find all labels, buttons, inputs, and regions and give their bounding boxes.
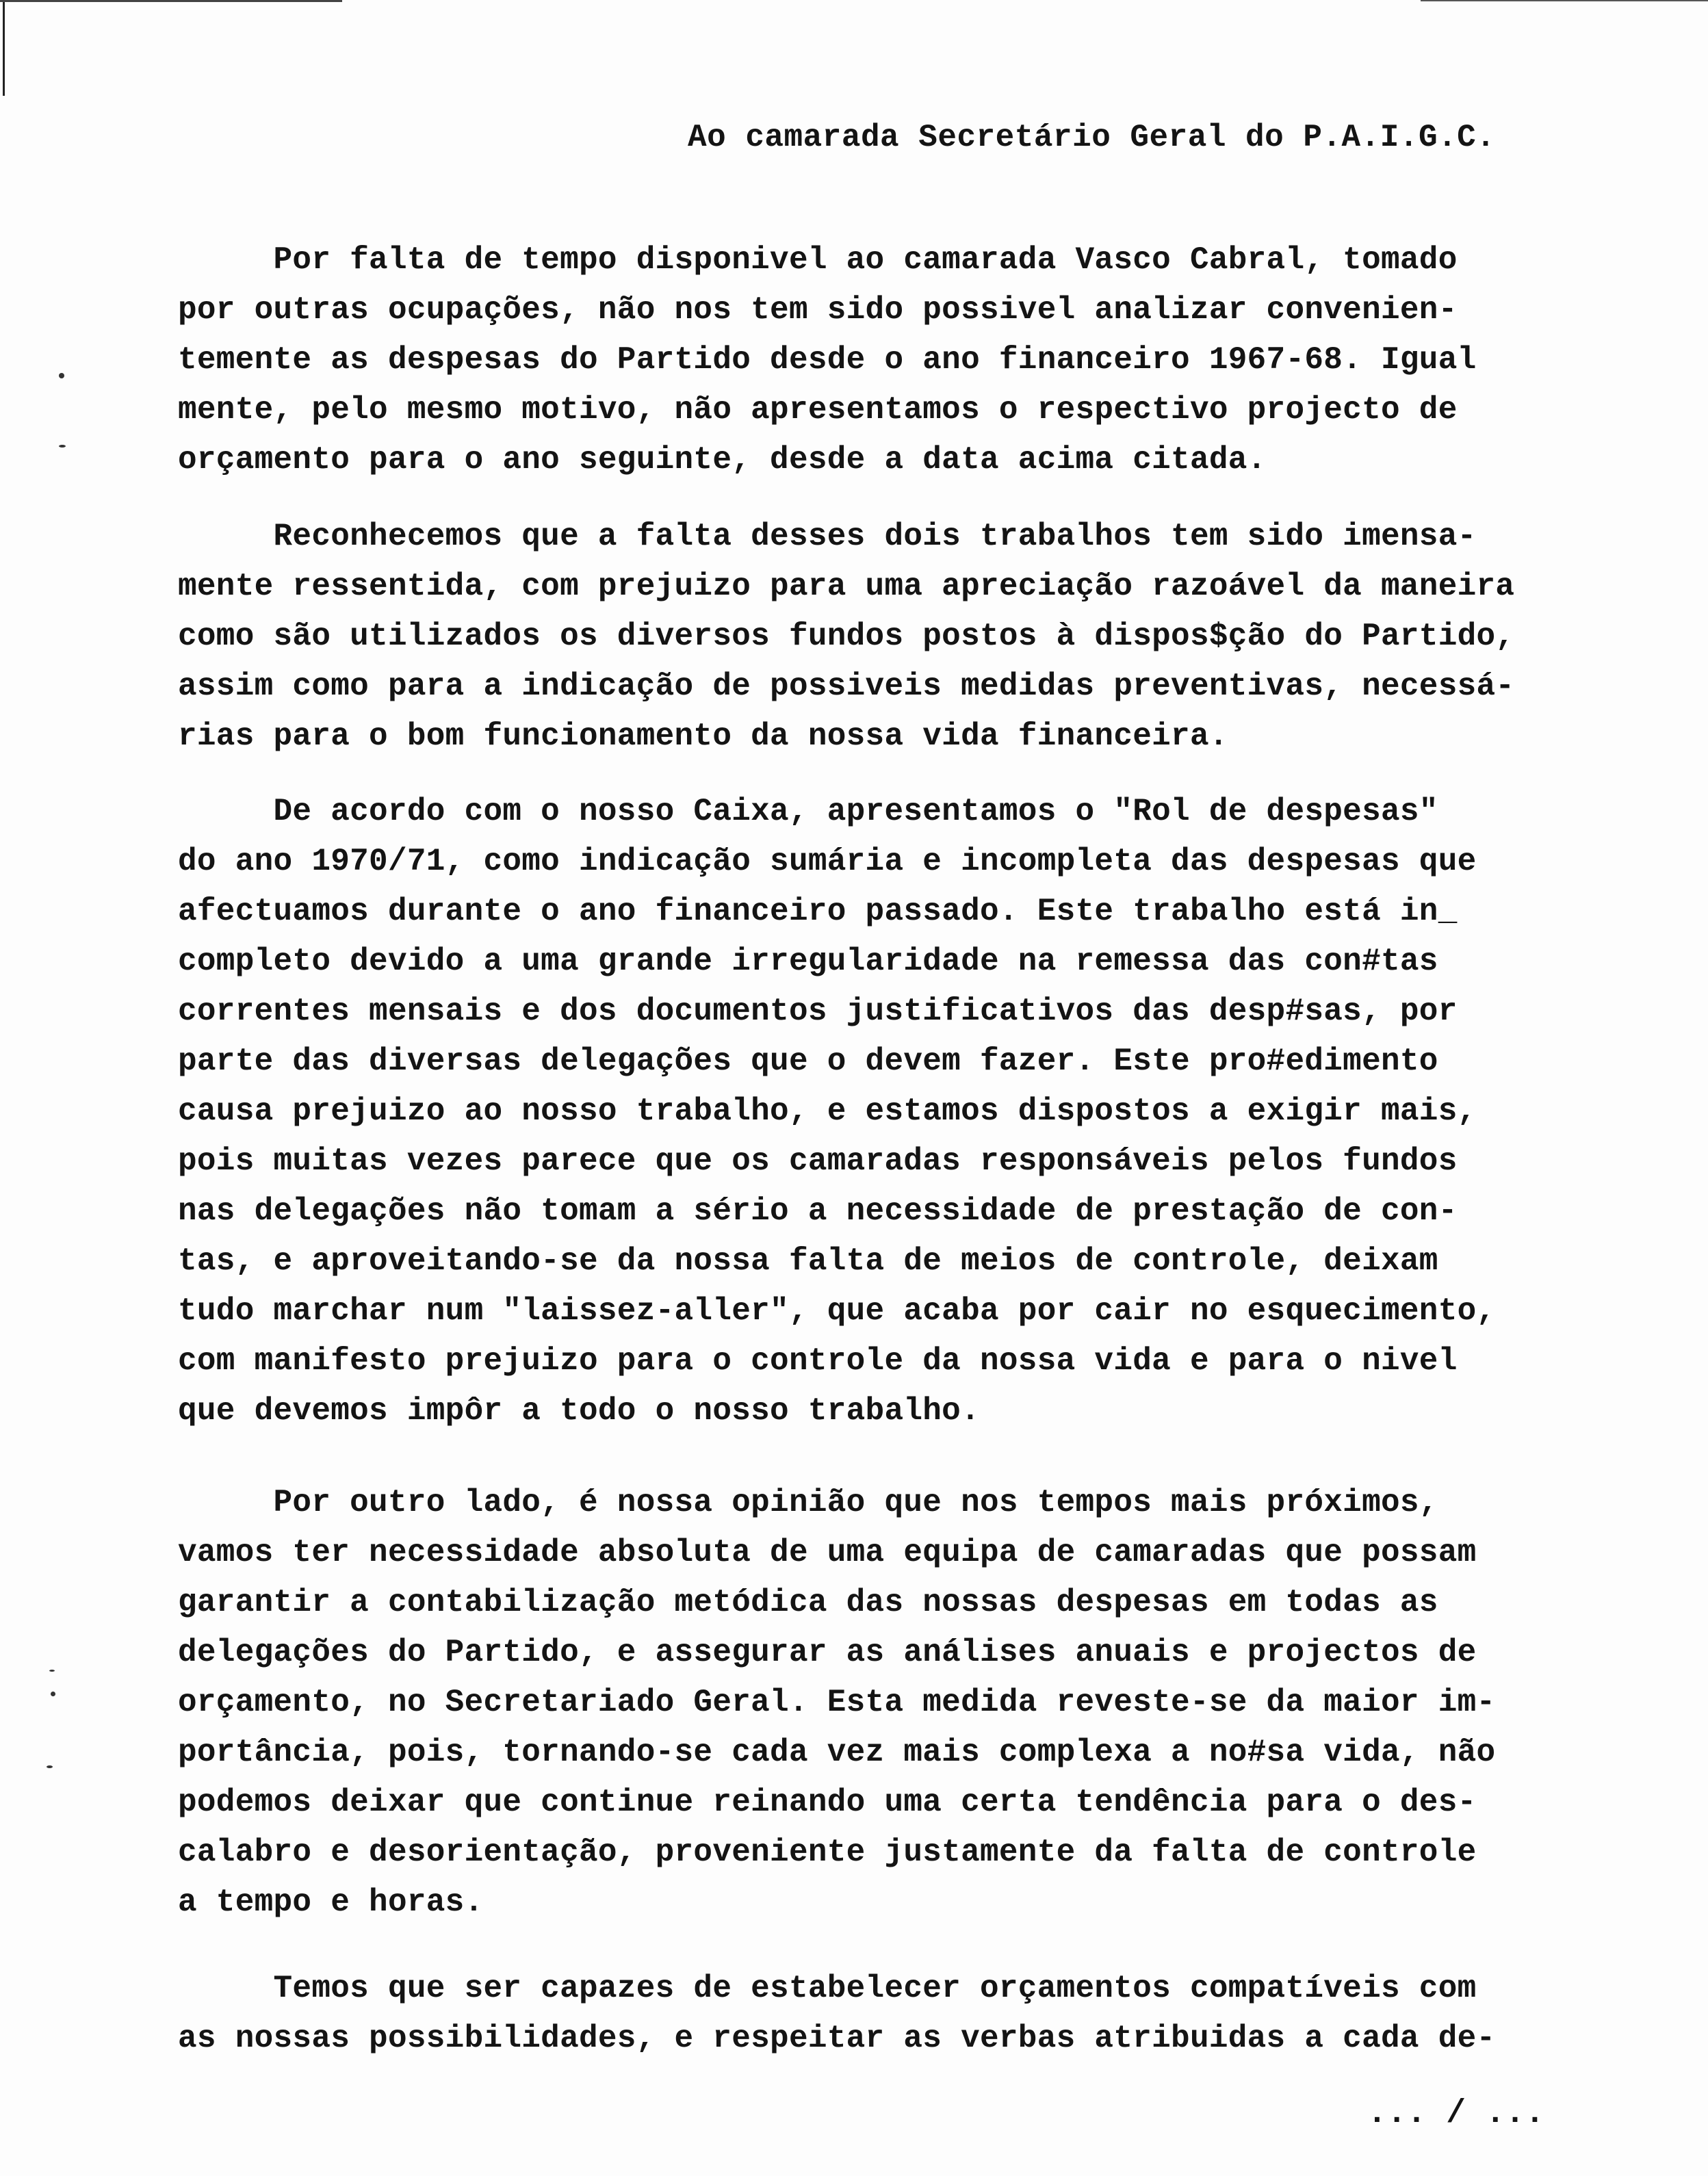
text-line: tudo marchar num "laissez-aller", que acaba por cair no esquecimento, bbox=[178, 1293, 1496, 1329]
text-line: portância, pois, tornando-se cada vez mais complexa a no#sa vida, não bbox=[178, 1735, 1496, 1770]
text-line: como são utilizados os diversos fundos postos à dispos$ção do Partido, bbox=[178, 619, 1515, 654]
text-line: Por falta de tempo disponivel ao camarada Vasco Cabral, tomado bbox=[178, 242, 1458, 278]
text-line: orçamento para o ano seguinte, desde a data acima citada. bbox=[178, 442, 1267, 478]
text-line: Temos que ser capazes de estabelecer orçamentos compatíveis com bbox=[178, 1971, 1477, 2006]
scan-edge-top-right bbox=[1421, 0, 1708, 1]
text-line: orçamento, no Secretariado Geral. Esta medida reveste-se da maior im- bbox=[178, 1685, 1496, 1720]
text-line: assim como para a indicação de possiveis medidas preventivas, necessá- bbox=[178, 669, 1515, 704]
paragraph-3 bbox=[178, 787, 1663, 1436]
scan-speck bbox=[59, 445, 66, 448]
text-line: parte das diversas delegações que o devem fazer. Este pro#edimento bbox=[178, 1044, 1438, 1079]
text-line: com manifesto prejuizo para o controle da nossa vida e para o nivel bbox=[178, 1343, 1458, 1379]
text-line: garantir a contabilização metódica das nossas despesas em todas as bbox=[178, 1585, 1438, 1620]
text-line: temente as despesas do Partido desde o ano financeiro 1967-68. Igual bbox=[178, 342, 1477, 378]
text-line: rias para o bom funcionamento da nossa vida financeira. bbox=[178, 718, 1228, 754]
scan-edge-top bbox=[0, 0, 342, 2]
text-line: correntes mensais e dos documentos justificativos das desp#sas, por bbox=[178, 994, 1458, 1029]
text-line: que devemos impôr a todo o nosso trabalho. bbox=[178, 1393, 980, 1429]
scan-speck bbox=[59, 373, 64, 378]
text-line: delegações do Partido, e assegurar as análises anuais e projectos de bbox=[178, 1635, 1477, 1670]
text-line: as nossas possibilidades, e respeitar as verbas atribuidas a cada de- bbox=[178, 2021, 1496, 2056]
text-line: do ano 1970/71, como indicação sumária e incompleta das despesas que bbox=[178, 844, 1477, 879]
scan-speck bbox=[51, 1692, 55, 1696]
scan-speck bbox=[47, 1765, 53, 1768]
text-line: completo devido a uma grande irregularidade na remessa das con#tas bbox=[178, 944, 1438, 979]
paragraph-1 bbox=[178, 235, 1663, 485]
text-line: afectuamos durante o ano financeiro passado. Este trabalho está in_ bbox=[178, 894, 1458, 929]
paragraph-5 bbox=[178, 1964, 1663, 2064]
text-line: tas, e aproveitando-se da nossa falta de meios de controle, deixam bbox=[178, 1243, 1438, 1279]
paragraph-4 bbox=[178, 1478, 1663, 1928]
text-line: nas delegações não tomam a sério a necessidade de prestação de con- bbox=[178, 1193, 1458, 1229]
text-line: podemos deixar que continue reinando uma certa tendência para o des- bbox=[178, 1785, 1477, 1820]
text-line: calabro e desorientação, proveniente justamente da falta de controle bbox=[178, 1835, 1477, 1870]
page-continuation-marker: ... / ... bbox=[1367, 2095, 1545, 2132]
text-line: pois muitas vezes parece que os camaradas responsáveis pelos fundos bbox=[178, 1143, 1458, 1179]
scan-speck bbox=[49, 1670, 55, 1672]
text-line: De acordo com o nosso Caixa, apresentamos o "Rol de despesas" bbox=[178, 794, 1438, 829]
text-line: Por outro lado, é nossa opinião que nos tempos mais próximos, bbox=[178, 1485, 1438, 1520]
paragraph-2 bbox=[178, 512, 1663, 762]
text-line: mente, pelo mesmo motivo, não apresentamos o respectivo projecto de bbox=[178, 392, 1458, 428]
text-line: mente ressentida, com prejuizo para uma apreciação razoável da maneira bbox=[178, 569, 1515, 604]
text-line: Reconhecemos que a falta desses dois trabalhos tem sido imensa- bbox=[178, 519, 1477, 554]
scan-edge-left bbox=[3, 0, 5, 96]
text-line: por outras ocupações, não nos tem sido possivel analizar convenien- bbox=[178, 292, 1458, 328]
text-line: a tempo e horas. bbox=[178, 1884, 484, 1920]
letter-addressee: Ao camarada Secretário Geral do P.A.I.G.C. bbox=[688, 120, 1496, 155]
text-line: vamos ter necessidade absoluta de uma equipa de camaradas que possam bbox=[178, 1535, 1477, 1570]
text-line: causa prejuizo ao nosso trabalho, e estamos dispostos a exigir mais, bbox=[178, 1093, 1477, 1129]
